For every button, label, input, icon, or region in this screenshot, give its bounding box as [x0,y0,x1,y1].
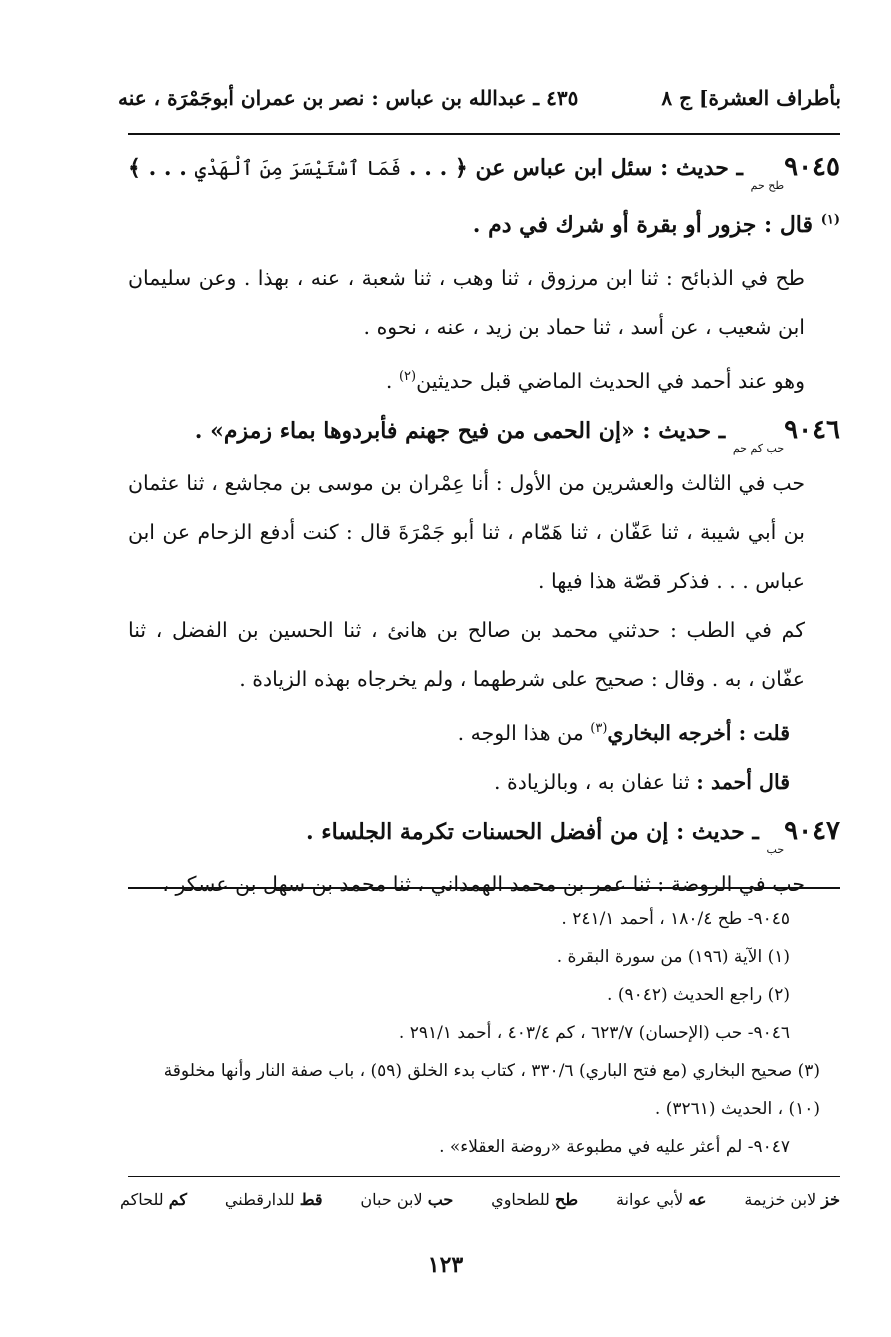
footnote-ref: (٢) [398,369,417,385]
hadith-number: ٩٠٤٥ [784,152,840,182]
comment-paragraph [128,704,840,758]
legend-name: للحاكم [120,1190,164,1209]
header-chapter-title: ٤٣٥ ـ عبدالله بن عباس : نصر بن عمران أبوجَمْرَة ، عنه [118,86,579,110]
legend-item [225,1190,323,1209]
legend-code: خز [821,1190,840,1209]
hadith-text: . . . ﴾ [128,155,187,181]
abbreviation-legend [120,1190,840,1209]
footnote: ٩٠٤٥- طح ١٨٠/٤ ، أحمد ٢٤١/١ . [561,909,790,929]
footnote: (٣) صحيح البخاري (مع فتح الباري) ٣٣٠/٦ ، كتاب بدء الخلق (٥٩) ، باب صفة النار وأنها مخلوقة (١٠) ، الحديث (٣٢٦١) . [163,1061,820,1119]
legend-code: طح [555,1190,579,1209]
hadith-label: ـ حديث [675,155,743,181]
comment-paragraph [128,758,840,807]
hadith-text: : إن من أفضل الحسنات تكرمة الجلساء . [305,818,685,845]
hadith-label: ـ حديث [691,818,759,845]
paragraph-text: وهو عند أحمد في الحديث الماضي قبل حديثين [416,369,805,394]
page-number: ١٢٣ [427,1252,464,1278]
hadith-text: : سئل ابن عباس عن ﴿ . . . [408,155,669,181]
hadith-label: ـ حديث [658,418,726,445]
legend-code: قط [299,1190,323,1209]
legend-name: لابن خزيمة [744,1190,817,1209]
legend-item [491,1190,578,1209]
hadith-source-codes: حب كم حم [732,442,785,456]
footnote: ٩٠٤٦- حب (الإحسان) ٦٢٣/٧ ، كم ٤٠٣/٤ ، أحمد ٢٩١/١ . [398,1023,790,1043]
paragraph-text: قلت : أخرجه البخاري [607,720,790,745]
hadith-number: ٩٠٤٦ [784,415,840,446]
footnote: (١) الآية (١٩٦) من سورة البقرة . [556,947,790,967]
legend-item [120,1190,187,1209]
main-text [128,143,840,909]
footnote: (٢) راجع الحديث (٩٠٤٢) . [607,985,790,1005]
legend-code: كم [168,1190,188,1209]
legend-name: لابن حبان [360,1190,423,1209]
legend-code: حب [427,1190,454,1209]
hadith-text: قال : جزور أو بقرة أو شرك في دم . [472,212,814,239]
legend-name: لأبي عوانة [615,1190,684,1209]
hadith-text: : «إن الحمى من فيح جهنم فأبردوها بماء زمزم» . [194,418,651,445]
hadith-9045-heading [128,143,840,250]
isnad-paragraph: حب في الروضة : ثنا عمر بن محمد الهمداني ، ثنا محمد بن سهل بن عسكر ، [162,871,805,896]
isnad-paragraph: طح في الذبائح : ثنا ابن مرزوق ، ثنا وهب ، ثنا شعبة ، عنه ، بهذا . وعن سليمان ابن شعيب ، عن أسد ، ثنا حماد بن زيد ، عنه ، نحوه . [128,266,805,340]
legend-code: عه [688,1190,707,1209]
legend-rule [128,1176,840,1177]
footnotes-rule [128,887,840,889]
paragraph-text: ثنا عفان به ، وبالزيادة . [494,769,690,794]
paragraph-label: قال أحمد : [696,769,790,794]
header-book-volume: بأطراف العشرة] ج ٨ [661,86,841,110]
legend-item [616,1190,707,1209]
footnote-ref: (٣) [590,721,608,737]
quran-verse: فَمَا ٱسْتَيْسَرَ مِنَ ٱلْهَدْيِ [194,156,402,180]
header-rule [128,133,840,135]
legend-item [744,1190,840,1209]
legend-name: للدارقطني [224,1190,295,1209]
paragraph-text: من هذا الوجه . [457,720,584,745]
hadith-source-codes: طح حم [750,179,785,192]
legend-item [360,1190,453,1209]
footnotes [128,900,840,1166]
note-paragraph [128,352,840,406]
legend-name: للطحاوي [491,1190,550,1209]
isnad-paragraph: كم في الطب : حدثني محمد بن صالح بن هانئ ، ثنا الحسين بن الفضل ، ثنا عفّان ، به . وقال : صحيح على شرطهما ، ولم يخرجاه بهذه الزيادة . [128,618,805,692]
paragraph-text: . [385,369,393,394]
isnad-paragraph: حب في الثالث والعشرين من الأول : أنا عِمْران بن موسى بن مجاشع ، ثنا عثمان بن أبي شيبة ، ثنا عَفّان ، ثنا هَمّام ، ثنا أبو جَمْرَةَ قال : كنت أدفع الزحام عن ابن عباس . . . فذكر قصّة هذا فيها . [128,471,805,594]
hadith-source-codes: حب [766,842,785,856]
hadith-9046-heading [128,406,840,459]
footnote: ٩٠٤٧- لم أعثر عليه في مطبوعة «روضة العقلاء» . [439,1137,790,1157]
hadith-9047-heading [128,807,840,860]
footnote-ref: (١) [820,213,840,228]
hadith-number: ٩٠٤٧ [784,815,840,846]
